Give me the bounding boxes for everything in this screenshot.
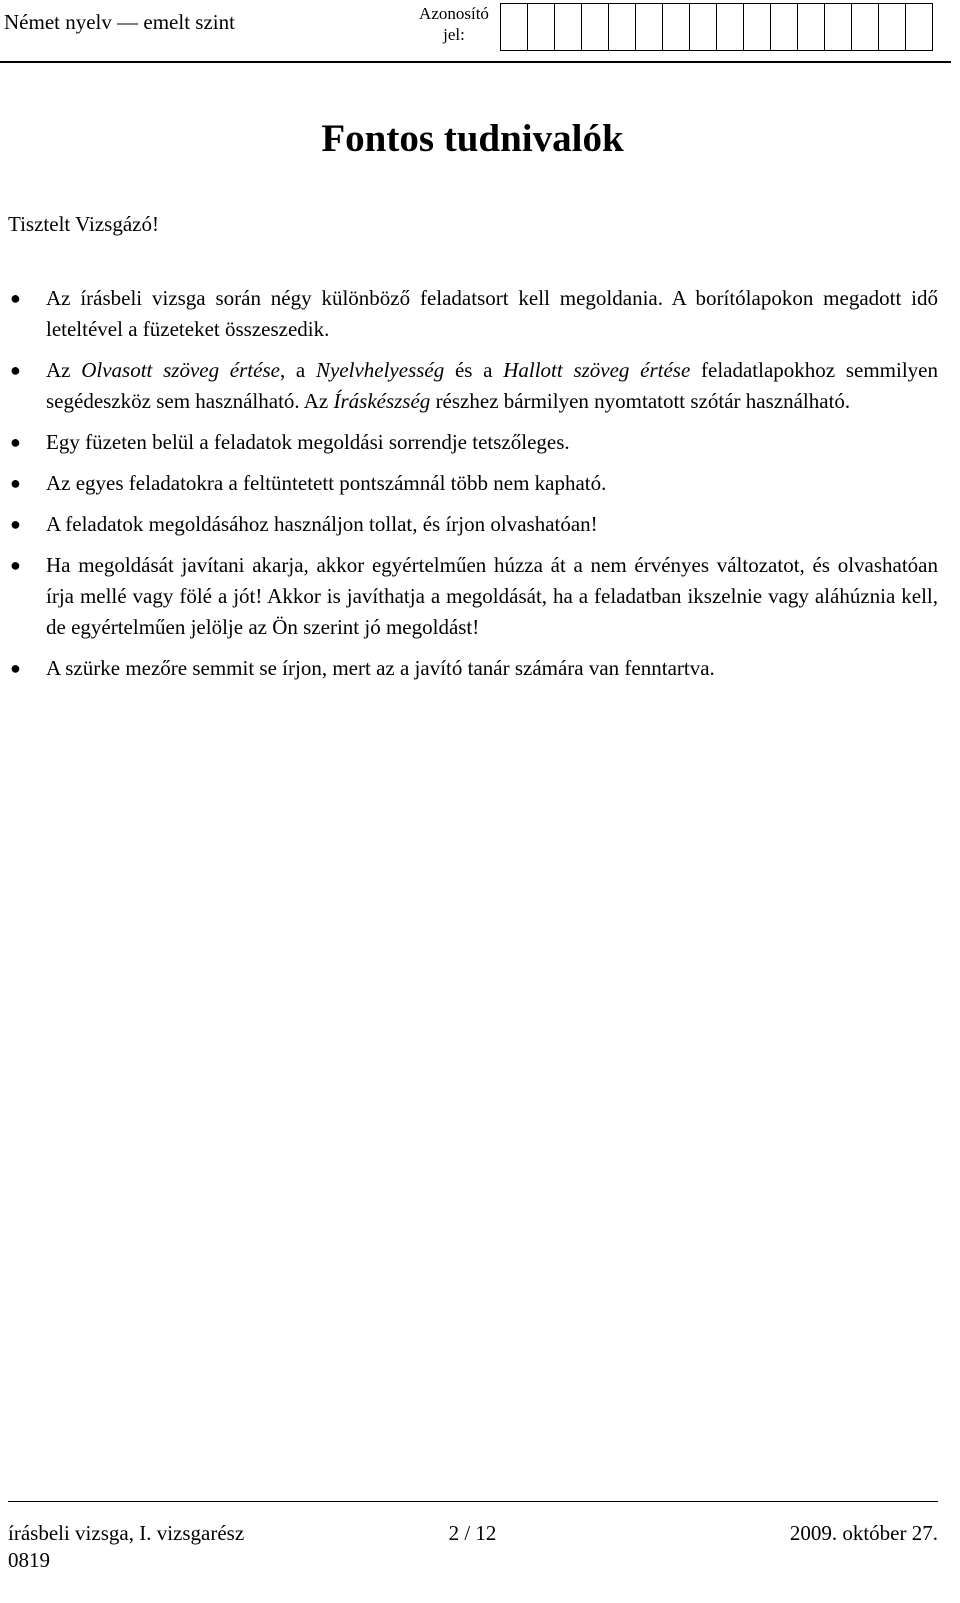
note-text: Az írásbeli vizsga során négy különböző feladatsort kell megoldania. A borítólapokon megadott idő leteltével a füzeteket összeszedik. [46, 286, 938, 341]
id-digit-box[interactable] [825, 3, 852, 51]
list-item [8, 355, 938, 417]
id-digit-box[interactable] [906, 3, 933, 51]
id-digit-box[interactable] [852, 3, 879, 51]
list-item [8, 468, 938, 499]
note-text: Az egyes feladatokra a feltüntetett pontszámnál több nem kapható. [46, 471, 607, 495]
id-digit-box[interactable] [744, 3, 771, 51]
bullet-icon: ● [10, 555, 21, 575]
id-digit-box[interactable] [717, 3, 744, 51]
id-digit-box[interactable] [690, 3, 717, 51]
footer-date: 2009. október 27. [789, 1521, 938, 1545]
list-item [8, 509, 938, 540]
bullet-icon: ● [10, 432, 21, 452]
bullet-icon: ● [10, 514, 21, 534]
id-digit-box[interactable] [663, 3, 690, 51]
bullet-icon: ● [10, 360, 21, 380]
section-name: Olvasott szöveg értése [81, 358, 280, 382]
id-boxes [500, 3, 933, 51]
list-item [8, 283, 938, 345]
note-text: A szürke mezőre semmit se írjon, mert az a javító tanár számára van fenntartva. [46, 656, 715, 680]
list-item [8, 653, 938, 684]
id-digit-box[interactable] [636, 3, 663, 51]
id-digit-box[interactable] [555, 3, 582, 51]
bullet-icon: ● [10, 288, 21, 308]
page-header [0, 0, 960, 62]
note-text: Az Olvasott szöveg értése, a Nyelvhelyesség és a Hallott szöveg értése feladatlapokhoz semmilyen segédeszköz sem használható. Az Íráskészség részhez bármilyen nyomtatott szótár használható. [46, 358, 938, 413]
notes-list [8, 283, 938, 694]
list-item [8, 550, 938, 643]
footer-code: 0819 [8, 1548, 50, 1572]
id-digit-box[interactable] [879, 3, 906, 51]
bullet-icon: ● [10, 658, 21, 678]
bullet-icon: ● [10, 473, 21, 493]
subject-title: Német nyelv — emelt szint [4, 10, 235, 34]
footer-exam-part: írásbeli vizsga, I. vizsgarész [8, 1521, 245, 1545]
note-text: A feladatok megoldásához használjon tollat, és írjon olvashatóan! [46, 512, 598, 536]
note-text: Ha megoldását javítani akarja, akkor egyértelműen húzza át a nem érvényes változatot, és olvashatóan írja mellé vagy fölé a jót! Akkor is javíthatja a megoldását, ha a feladatban ikszelnie vagy aláhúznia kell, de egyértelműen jelölje az Ön szerint jó megoldást! [46, 553, 938, 639]
greeting: Tisztelt Vizsgázó! [8, 212, 159, 236]
id-digit-box[interactable] [501, 3, 528, 51]
id-digit-box[interactable] [771, 3, 798, 51]
list-item [8, 427, 938, 458]
section-name: Nyelvhelyesség [315, 358, 445, 382]
id-label [414, 3, 494, 45]
id-digit-box[interactable] [528, 3, 555, 51]
note-text: Egy füzeten belül a feladatok megoldási sorrendje tetszőleges. [46, 430, 570, 454]
section-name: Hallott szöveg értése [503, 358, 691, 382]
page-title: Fontos tudnivalók [321, 117, 624, 160]
footer-divider [8, 1501, 938, 1502]
id-digit-box[interactable] [798, 3, 825, 51]
id-label-line1: Azonosító [419, 4, 489, 23]
id-digit-box[interactable] [582, 3, 609, 51]
id-label-line2: jel: [443, 25, 465, 44]
header-divider [0, 61, 951, 63]
section-name: Íráskészség [333, 389, 431, 413]
page-number: 2 / 12 [448, 1521, 497, 1545]
id-digit-box[interactable] [609, 3, 636, 51]
